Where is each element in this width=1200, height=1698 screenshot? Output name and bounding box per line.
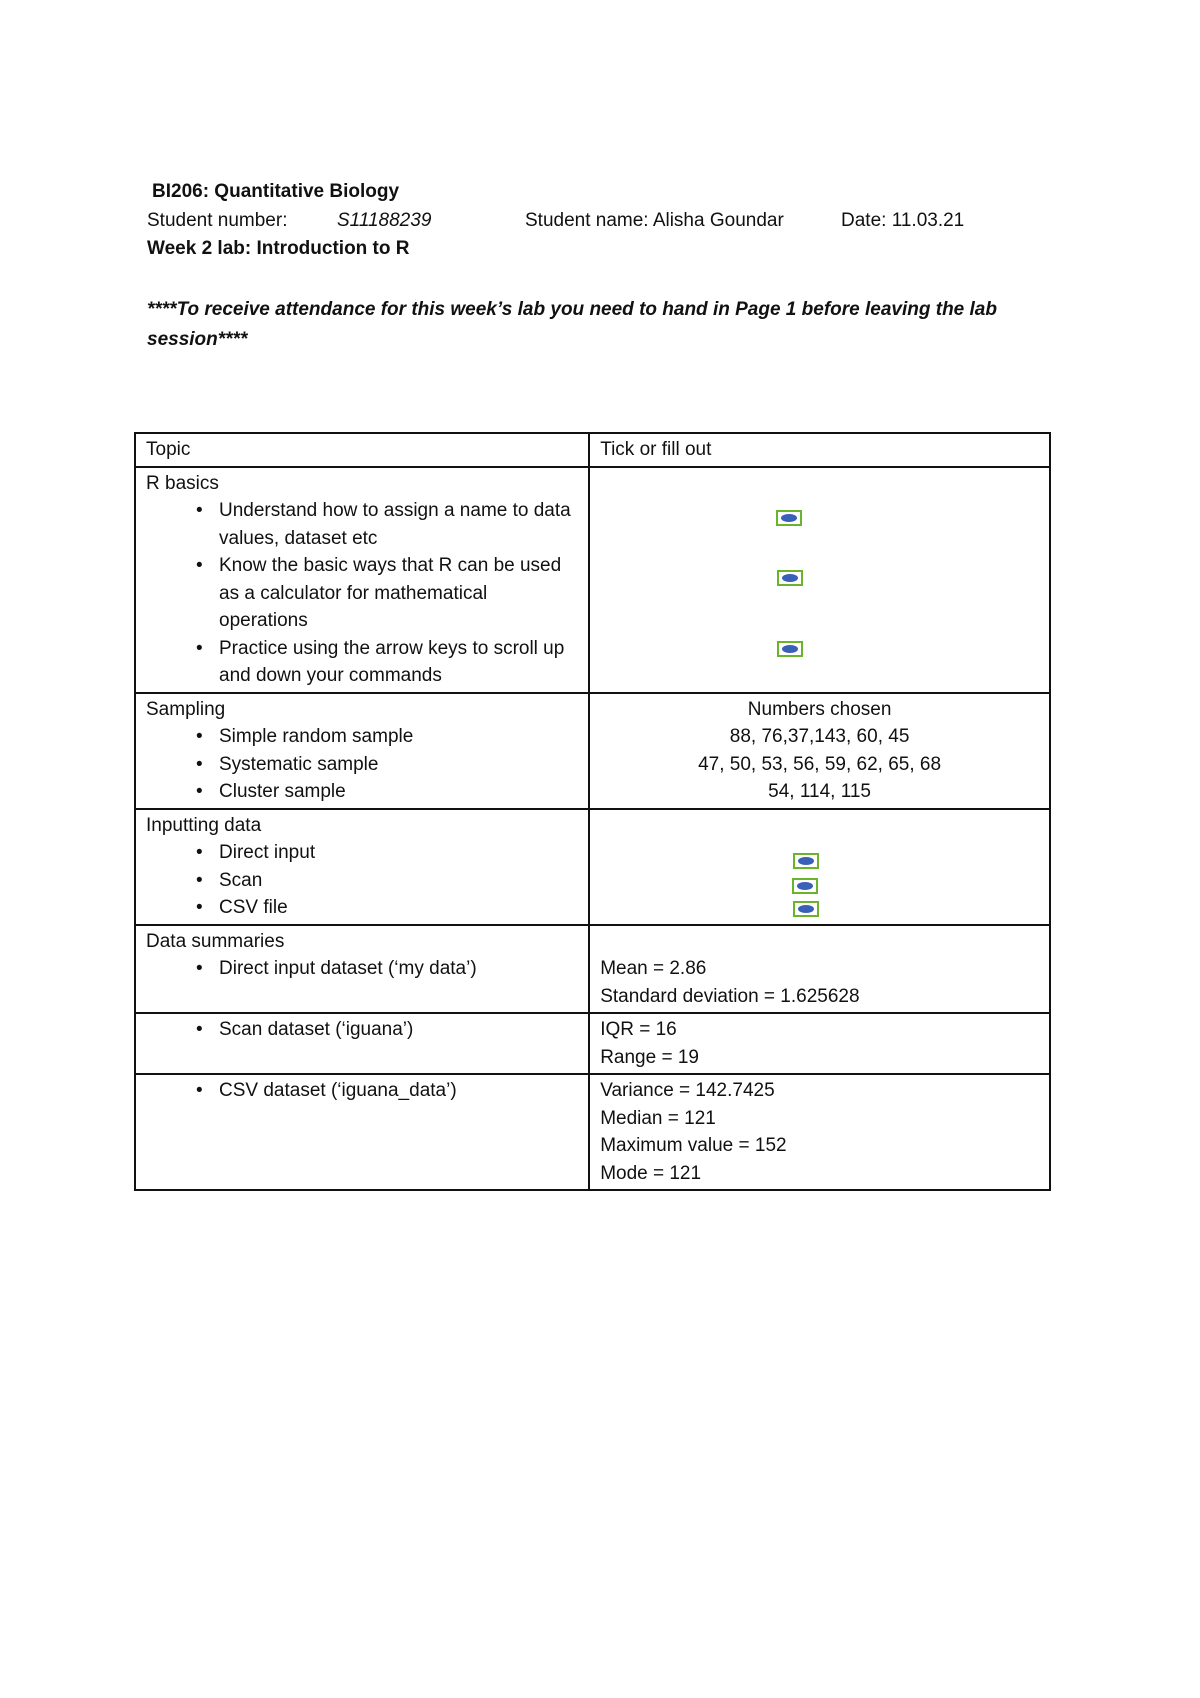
bullet-icon: •	[196, 500, 203, 521]
cluster-numbers: 54, 114, 115	[768, 781, 872, 802]
topic-header: Topic	[135, 433, 589, 467]
sampling-answers	[589, 693, 1050, 809]
list-item: • Cluster sample	[196, 778, 578, 806]
list-item: • Direct input	[196, 839, 578, 867]
bullet-icon: •	[196, 781, 203, 802]
checkbox-tick-icon[interactable]	[777, 570, 803, 586]
checkbox-tick-icon[interactable]	[793, 901, 819, 917]
scan-summary-answers	[589, 1013, 1050, 1074]
sd-value: Standard deviation = 1.625628	[600, 985, 860, 1007]
list-item: • Practice using the arrow keys to scroll up and down your commands	[196, 635, 578, 690]
median-value: Median = 121	[600, 1107, 716, 1129]
bullet-icon: •	[196, 753, 203, 775]
inputting-title: Inputting data	[146, 814, 262, 836]
iqr-value: IQR = 16	[600, 1019, 677, 1040]
maximum-value: Maximum value = 152	[600, 1135, 787, 1156]
list-item: • CSV file	[196, 894, 578, 922]
range-value: Range = 19	[600, 1046, 699, 1068]
checkbox-tick-icon[interactable]	[793, 853, 819, 869]
table-header-row	[135, 433, 1050, 467]
student-number-label: Student number:	[147, 210, 288, 231]
bullet-icon: •	[196, 1080, 203, 1101]
student-number-value: S11188239	[337, 210, 432, 231]
checkbox-tick-icon[interactable]	[776, 510, 802, 526]
bullet-icon: •	[196, 958, 203, 979]
list-item: • Simple random sample	[196, 723, 578, 751]
csv-summary-answers	[589, 1074, 1050, 1190]
list-item: • Systematic sample	[196, 751, 578, 779]
lab-title: Week 2 lab: Introduction to R	[147, 238, 410, 259]
table-row-summaries-csv	[135, 1074, 1050, 1190]
course-title: BI206: Quantitative Biology	[152, 181, 400, 202]
student-info-row	[147, 206, 1047, 235]
lab-checklist-table	[134, 432, 1051, 1191]
list-item: • Know the basic ways that R can be used as a calculator for mathematical operations	[196, 552, 578, 635]
bullet-icon: •	[196, 897, 203, 918]
summaries-title: Data summaries	[146, 930, 285, 952]
r-basics-list	[146, 497, 578, 690]
r-basics-title: R basics	[146, 472, 219, 494]
numbers-chosen-label: Numbers chosen	[747, 698, 892, 720]
inputting-list	[146, 839, 578, 922]
simple-random-numbers: 88, 76,37,143, 60, 45	[729, 726, 910, 747]
list-item: • Direct input dataset (‘my data’)	[196, 955, 578, 983]
list-item: • Scan	[196, 867, 578, 895]
bullet-icon: •	[196, 869, 203, 891]
table-row-summaries-scan	[135, 1013, 1050, 1074]
table-row-inputting	[135, 809, 1050, 925]
list-item: • Scan dataset (‘iguana’)	[196, 1016, 578, 1044]
sampling-title: Sampling	[146, 698, 226, 720]
attendance-notice: ****To receive attendance for this week’s lab you need to hand in Page 1 before leaving the lab session****	[147, 299, 997, 350]
bullet-icon: •	[196, 637, 203, 659]
checkbox-tick-icon[interactable]	[777, 641, 803, 657]
date-label: Date: 11.03.21	[841, 210, 965, 231]
systematic-numbers: 47, 50, 53, 56, 59, 62, 65, 68	[698, 753, 942, 775]
variance-value: Variance = 142.7425	[600, 1080, 775, 1101]
tick-header: Tick or fill out	[589, 433, 1050, 467]
list-item: • Understand how to assign a name to data values, dataset etc	[196, 497, 578, 552]
list-item: • CSV dataset (‘iguana_data’)	[196, 1077, 578, 1105]
document-header	[147, 178, 1047, 355]
inputting-ticks	[589, 809, 1050, 925]
student-name-label: Student name: Alisha Goundar	[525, 210, 784, 231]
sampling-list	[146, 723, 578, 806]
r-basics-ticks	[589, 467, 1050, 693]
direct-summary-answers	[589, 925, 1050, 1014]
table-row-summaries-direct	[135, 925, 1050, 1014]
bullet-icon: •	[196, 1019, 203, 1040]
checkbox-tick-icon[interactable]	[792, 878, 818, 894]
mean-value: Mean = 2.86	[600, 958, 707, 979]
bullet-icon: •	[196, 842, 203, 863]
table-row-sampling	[135, 693, 1050, 809]
table-row-r-basics	[135, 467, 1050, 693]
mode-value: Mode = 121	[600, 1162, 702, 1184]
bullet-icon: •	[196, 555, 203, 576]
bullet-icon: •	[196, 726, 203, 747]
